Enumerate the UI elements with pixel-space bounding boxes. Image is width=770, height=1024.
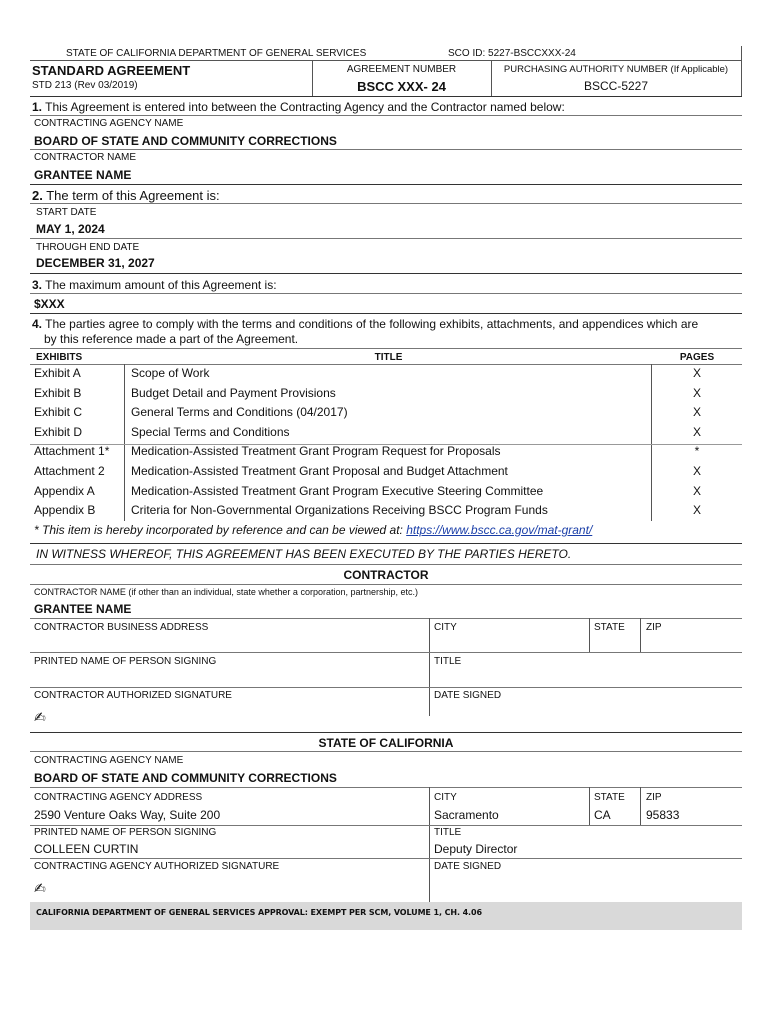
agency-name: BOARD OF STATE AND COMMUNITY CORRECTIONS (34, 134, 337, 148)
form-number: STD 213 (Rev 03/2019) (32, 80, 138, 91)
exhibit-label: Exhibit A (34, 366, 81, 380)
exhibits-footnote: * This item is hereby incorporated by reference and can be viewed at: https://www.bscc.ca.gov/mat-grant/ (34, 523, 593, 537)
state-printed-name: COLLEEN CURTIN (34, 842, 139, 856)
exhibit-title: Criteria for Non-Governmental Organizations Receiving BSCC Program Funds (131, 503, 548, 518)
state-title: Deputy Director (434, 842, 518, 856)
contractor-address-label: CONTRACTOR BUSINESS ADDRESS (34, 622, 209, 633)
purchasing-authority-label: PURCHASING AUTHORITY NUMBER (If Applicable) (503, 64, 729, 75)
exhibit-title: Medication-Assisted Treatment Grant Proposal and Budget Attachment (131, 464, 508, 478)
exhibit-pages: X (692, 366, 701, 380)
contractor-date-label: DATE SIGNED (434, 690, 502, 701)
exhibit-title: Special Terms and Conditions (131, 424, 290, 439)
exhibit-pages: X (692, 385, 701, 400)
agreement-number-label: AGREEMENT NUMBER (346, 64, 457, 75)
section2-intro: 2. The term of this Agreement is: (32, 188, 220, 203)
col-title: TITLE (374, 352, 403, 363)
exhibit-title: General Terms and Conditions (04/2017) (131, 405, 348, 420)
exhibit-label: Exhibit B (34, 385, 82, 400)
maximum-amount: $XXX (34, 297, 65, 311)
state-address: 2590 Venture Oaks Way, Suite 200 (34, 808, 221, 822)
form-title: STANDARD AGREEMENT (32, 63, 191, 78)
contractor-grantee-name: GRANTEE NAME (34, 602, 132, 616)
col-pages: PAGES (679, 352, 715, 363)
start-date: MAY 1, 2024 (36, 222, 105, 236)
exhibit-pages: X (692, 464, 701, 478)
state-state-label: STATE (594, 792, 625, 803)
state-signature-label: CONTRACTING AGENCY AUTHORIZED SIGNATURE (34, 861, 280, 872)
exhibit-title: Scope of Work (131, 366, 210, 380)
state-date-label: DATE SIGNED (434, 861, 502, 872)
contractor-signature-label: CONTRACTOR AUTHORIZED SIGNATURE (34, 690, 232, 701)
section1-intro: 1. This Agreement is entered into between the Contracting Agency and the Contractor named below: (32, 100, 565, 114)
state-city-label: CITY (434, 792, 457, 803)
contractor-printed-name-label: PRINTED NAME OF PERSON SIGNING (34, 656, 217, 667)
state-address-label: CONTRACTING AGENCY ADDRESS (34, 792, 203, 803)
state-title-label: TITLE (434, 827, 462, 838)
exhibit-label: Exhibit C (34, 405, 83, 420)
exhibit-pages: X (692, 483, 701, 498)
state-agency-name-label: CONTRACTING AGENCY NAME (34, 755, 184, 766)
contractor-name-label: CONTRACTOR NAME (34, 152, 137, 163)
exhibit-pages: * (694, 444, 700, 459)
state-signature-icon[interactable]: ✍ (34, 881, 46, 897)
witness-statement: IN WITNESS WHEREOF, THIS AGREEMENT HAS BEEN EXECUTED BY THE PARTIES HERETO. (36, 547, 572, 561)
state-printed-name-label: PRINTED NAME OF PERSON SIGNING (34, 827, 217, 838)
contractor-heading: CONTRACTOR (343, 568, 429, 582)
section4-intro-line2: by this reference made a part of the Agreement. (44, 332, 299, 346)
agreement-number: BSCC XXX- 24 (357, 79, 446, 94)
end-date-label: THROUGH END DATE (36, 242, 140, 253)
contractor-name-label: CONTRACTOR NAME (if other than an individual, state whether a corporation, partnership, etc.) (34, 587, 418, 597)
sco-id: SCO ID: 5227-BSCCXXX-24 (448, 48, 576, 59)
exhibit-title: Budget Detail and Payment Provisions (131, 385, 336, 400)
contractor-signature-icon[interactable]: ✍ (34, 710, 46, 726)
exhibit-label: Appendix B (34, 503, 96, 518)
state-heading: STATE OF CALIFORNIA (318, 736, 454, 750)
contractor-city-label: CITY (434, 622, 457, 633)
state-zip-label: ZIP (646, 792, 662, 803)
state-state: CA (594, 808, 611, 822)
department-header: STATE OF CALIFORNIA DEPARTMENT OF GENERAL SERVICES (66, 48, 367, 59)
exhibit-pages: X (692, 424, 701, 439)
mat-grant-link[interactable]: https://www.bscc.ca.gov/mat-grant/ (406, 523, 593, 537)
state-agency-name: BOARD OF STATE AND COMMUNITY CORRECTIONS (34, 771, 337, 785)
exhibit-label: Exhibit D (34, 424, 83, 439)
agency-name-label: CONTRACTING AGENCY NAME (34, 118, 184, 129)
exhibit-pages: X (692, 503, 701, 518)
contractor-zip-label: ZIP (646, 622, 662, 633)
contractor-state-label: STATE (594, 622, 625, 633)
dgs-approval-text: CALIFORNIA DEPARTMENT OF GENERAL SERVICES APPROVAL: EXEMPT PER SCM, VOLUME 1, CH. 4.06 (36, 908, 482, 917)
section3-intro: 3. The maximum amount of this Agreement is: (32, 278, 277, 292)
exhibit-pages: X (692, 405, 701, 420)
state-city: Sacramento (434, 808, 499, 822)
end-date: DECEMBER 31, 2027 (36, 256, 155, 270)
col-exhibits: EXHIBITS (36, 352, 83, 363)
exhibit-title: Medication-Assisted Treatment Grant Program Executive Steering Committee (131, 483, 544, 498)
exhibit-title: Medication-Assisted Treatment Grant Program Request for Proposals (131, 444, 501, 459)
dgs-approval-footer (30, 902, 742, 930)
exhibit-label: Attachment 2 (34, 464, 105, 478)
start-date-label: START DATE (36, 207, 97, 218)
state-zip: 95833 (646, 808, 680, 822)
purchasing-authority-number: BSCC-5227 (583, 79, 649, 93)
exhibit-label: Attachment 1* (34, 444, 110, 459)
contractor-name: GRANTEE NAME (34, 168, 132, 182)
section4-intro: 4. The parties agree to comply with the terms and conditions of the following exhibits, attachments, and appendices which are (32, 317, 699, 331)
contractor-title-label: TITLE (434, 656, 462, 667)
exhibit-label: Appendix A (34, 483, 95, 498)
